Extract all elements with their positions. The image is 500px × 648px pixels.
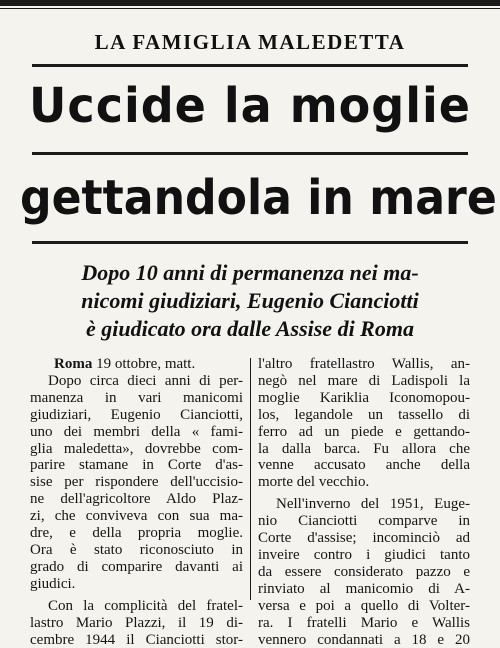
left-column	[30, 356, 243, 648]
kicker-rule	[32, 64, 468, 67]
article-line: zi, che conviveva con sua ma-	[30, 508, 243, 525]
dateline-date: 19 ottobre, matt.	[96, 356, 195, 372]
article-line: versa e poi a quello di Volter-	[258, 598, 470, 615]
headline-separator-rule	[32, 152, 468, 155]
subheadline-line-1: Dopo 10 anni di permanenza nei ma-	[0, 260, 500, 286]
article-line: dre, e della propria moglie.	[30, 525, 243, 542]
right-column	[258, 356, 470, 648]
article-line: nio Cianciotti comparve in	[258, 513, 470, 530]
subheadline-line-3: è giudicato ora dalle Assise di Roma	[0, 316, 500, 342]
kicker: LA FAMIGLIA MALEDETTA	[0, 30, 500, 55]
column-separator-rule	[250, 358, 251, 600]
article-line: parire stamane in Corte d'as-	[30, 457, 243, 474]
article-line: glia maledetta», dovrebbe com-	[30, 441, 243, 458]
article-line: uno dei membri della « fami-	[30, 424, 243, 441]
article-line: moglie Kariklia Iconomopou-	[258, 390, 470, 407]
article-line: Con la complicità del fratel-	[30, 598, 243, 615]
article-line: grado di comparire davanti ai	[30, 559, 243, 576]
article-line: Dopo circa dieci anni di per-	[30, 373, 243, 390]
article-line: ferro ad un piede e gettando-	[258, 424, 470, 441]
article-line: da essere considerato pazzo e	[258, 564, 470, 581]
top-thin-rule	[0, 8, 500, 9]
article-line: Corte d'assise; incominciò ad	[258, 530, 470, 547]
dateline-place: Roma	[54, 356, 92, 372]
article-line: ra. I fratelli Mario e Wallis	[258, 615, 470, 632]
headline-line-2: gettandola in mare	[20, 170, 480, 226]
article-line: los, legandole un tassello di	[258, 407, 470, 424]
article-line: Nell'inverno del 1951, Euge-	[258, 496, 470, 513]
headline-line-1: Uccide la moglie	[10, 78, 490, 134]
article-line: giudici.	[30, 576, 243, 593]
article-line: cembre 1944 il Cianciotti stor-	[30, 632, 243, 648]
article-line: negò nel mare di Ladispoli la	[258, 373, 470, 390]
article-line: giudiziari, Eugenio Cianciotti,	[30, 407, 243, 424]
article-line: rinviato al manicomio di A-	[258, 581, 470, 598]
article-line: l'altro fratellastro Wallis, an-	[258, 356, 470, 373]
headline-bottom-rule	[32, 241, 468, 244]
article-line: sise per rispondere dell'uccisio-	[30, 474, 243, 491]
article-line: ne dell'agricoltore Aldo Plaz-	[30, 491, 243, 508]
article-line: Ora è stato riconosciuto in	[30, 542, 243, 559]
article-line: vennero condannati a 18 e 20	[258, 632, 470, 648]
dateline	[30, 356, 243, 373]
article-line: morte del vecchio.	[258, 474, 470, 491]
article-line: manenza in vari manicomi	[30, 390, 243, 407]
article-line: lastro Mario Plazzi, il 19 di-	[30, 615, 243, 632]
article-line: inveire contro i giudici tanto	[258, 547, 470, 564]
article-line: venne accusato anche della	[258, 457, 470, 474]
subheadline-line-2: nicomi giudiziari, Eugenio Cianciotti	[0, 288, 500, 314]
top-border-rule	[0, 0, 500, 6]
article-line: la dalla barca. Fu allora che	[258, 441, 470, 458]
